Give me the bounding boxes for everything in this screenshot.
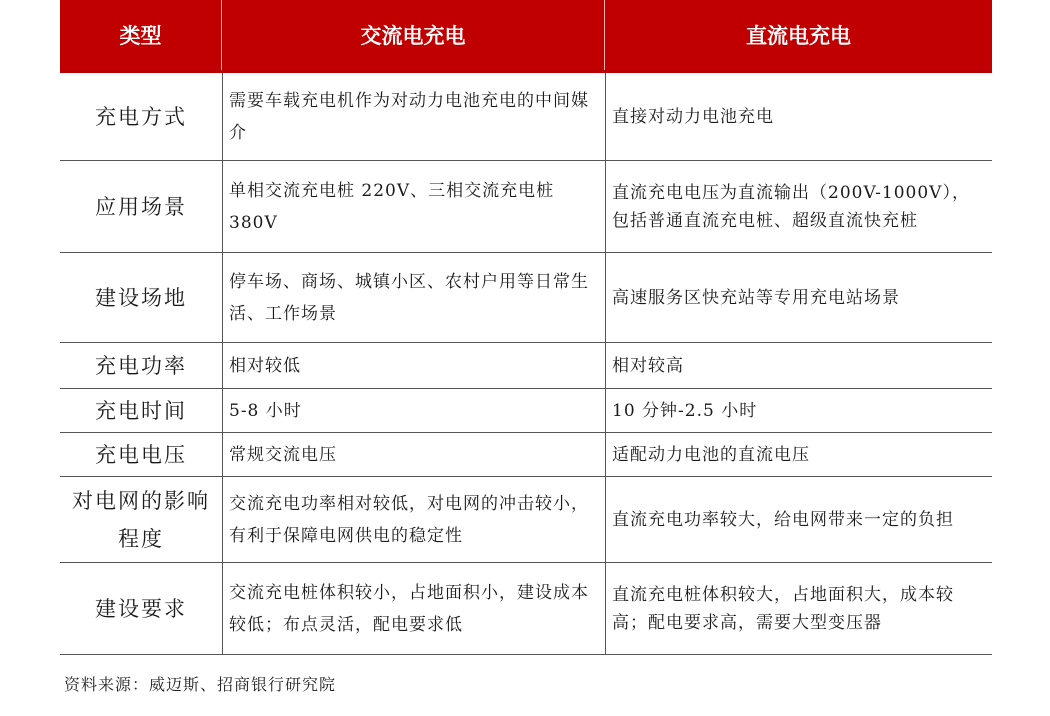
table-row <box>60 433 992 477</box>
header-ac-charging: 交流电充电 <box>222 0 605 70</box>
row-ac: 相对较低 <box>222 343 605 388</box>
table-header <box>60 0 992 73</box>
table-row <box>60 563 992 655</box>
row-type: 对电网的影响程度 <box>72 488 210 551</box>
comparison-table <box>60 0 992 655</box>
table-row <box>60 73 992 161</box>
row-dc: 直接对动力电池充电 <box>605 73 992 160</box>
row-dc: 适配动力电池的直流电压 <box>605 433 992 476</box>
table-row <box>60 477 992 563</box>
row-type: 建设场地 <box>95 285 187 310</box>
row-ac: 单相交流充电桩 220V、三相交流充电桩 380V <box>222 161 605 252</box>
row-ac: 停车场、商场、城镇小区、农村户用等日常生活、工作场景 <box>222 253 605 342</box>
row-type: 应用场景 <box>95 194 187 219</box>
row-dc: 10 分钟-2.5 小时 <box>605 389 992 432</box>
row-ac: 交流充电功率相对较低，对电网的冲击较小，有利于保障电网供电的稳定性 <box>222 477 605 562</box>
source-note: 资料来源：威迈斯、招商银行研究院 <box>64 675 337 694</box>
row-type: 充电时间 <box>95 398 187 423</box>
table-row <box>60 343 992 389</box>
row-dc: 高速服务区快充站等专用充电站场景 <box>605 253 992 342</box>
row-ac: 需要车载充电机作为对动力电池充电的中间媒介 <box>222 73 605 160</box>
row-dc: 相对较高 <box>605 343 992 388</box>
row-type: 充电方式 <box>95 104 187 129</box>
table-row <box>60 253 992 343</box>
table-row <box>60 389 992 433</box>
table-row <box>60 161 992 253</box>
row-dc: 直流充电功率较大，给电网带来一定的负担 <box>605 477 992 562</box>
row-ac: 5-8 小时 <box>222 389 605 432</box>
row-ac: 交流充电桩体积较小，占地面积小，建设成本较低；布点灵活，配电要求低 <box>222 563 605 654</box>
row-type: 充电电压 <box>95 442 187 467</box>
row-ac: 常规交流电压 <box>222 433 605 476</box>
row-dc: 直流充电桩体积较大，占地面积大，成本较高；配电要求高，需要大型变压器 <box>605 563 992 654</box>
row-type: 充电功率 <box>95 353 187 378</box>
header-dc-charging: 直流电充电 <box>746 23 851 48</box>
row-dc: 直流充电电压为直流输出（200V-1000V），包括普通直流充电桩、超级直流快充桩 <box>605 161 992 252</box>
header-type: 类型 <box>60 0 222 70</box>
row-type: 建设要求 <box>95 596 187 621</box>
